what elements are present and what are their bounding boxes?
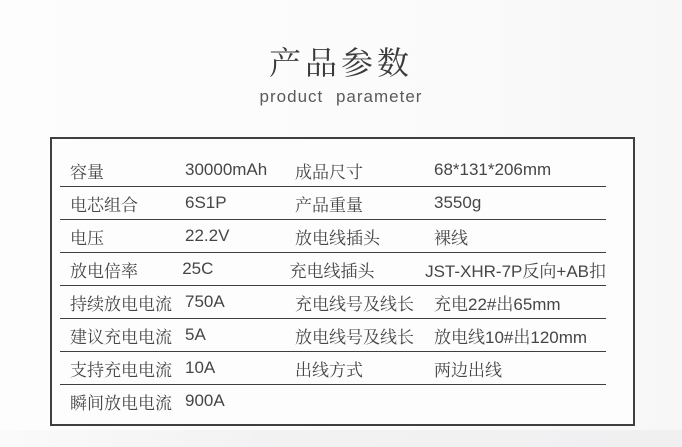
table-row <box>60 385 606 417</box>
table-row <box>60 154 606 187</box>
page-header <box>0 44 682 108</box>
spec-value: 25C <box>182 259 214 278</box>
spec-value: 22.2V <box>185 226 230 245</box>
spec-value: 两边出线 <box>434 360 502 380</box>
table-row <box>60 319 606 352</box>
page-title: 产品参数 <box>268 45 413 81</box>
spec-label: 支持充电电流 <box>70 360 172 380</box>
table-row <box>60 352 606 385</box>
spec-label: 出线方式 <box>295 360 363 380</box>
spec-value: 750A <box>185 292 225 311</box>
spec-table-rows <box>60 139 606 417</box>
spec-value: 30000mAh <box>185 160 268 179</box>
spec-value: 5A <box>185 325 206 344</box>
table-row <box>60 187 606 220</box>
table-row <box>60 286 606 319</box>
spec-label: 充电线号及线长 <box>295 294 414 314</box>
spec-label: 建议充电电流 <box>70 327 172 347</box>
spec-label: 放电线号及线长 <box>295 327 414 347</box>
spec-value: 充电22#出65mm <box>434 294 561 314</box>
spec-label: 充电线插头 <box>289 261 375 281</box>
spec-label: 瞬间放电电流 <box>70 393 172 413</box>
spec-value: 6S1P <box>185 193 227 212</box>
spec-label: 放电倍率 <box>70 261 138 281</box>
table-row <box>60 253 606 286</box>
spec-value: 68*131*206mm <box>434 160 552 179</box>
spec-label: 产品重量 <box>295 195 363 215</box>
spec-label: 容量 <box>70 162 104 182</box>
spec-value: 3550g <box>434 193 482 212</box>
spec-value: 放电线10#出120mm <box>434 327 588 347</box>
page-subtitle: product parameter <box>259 87 423 106</box>
spec-label: 电压 <box>70 228 104 248</box>
next-section-strip <box>0 430 682 447</box>
spec-label: 持续放电电流 <box>70 294 172 314</box>
spec-value: 裸线 <box>434 228 468 248</box>
spec-label: 成品尺寸 <box>295 162 363 182</box>
spec-value: 10A <box>185 358 216 377</box>
table-row <box>60 220 606 253</box>
spec-label: 电芯组合 <box>70 195 138 215</box>
spec-label: 放电线插头 <box>295 228 380 248</box>
spec-table <box>50 137 635 426</box>
spec-value: 900A <box>185 391 225 410</box>
spec-value: JST-XHR-7P反向+AB扣 <box>425 261 606 281</box>
